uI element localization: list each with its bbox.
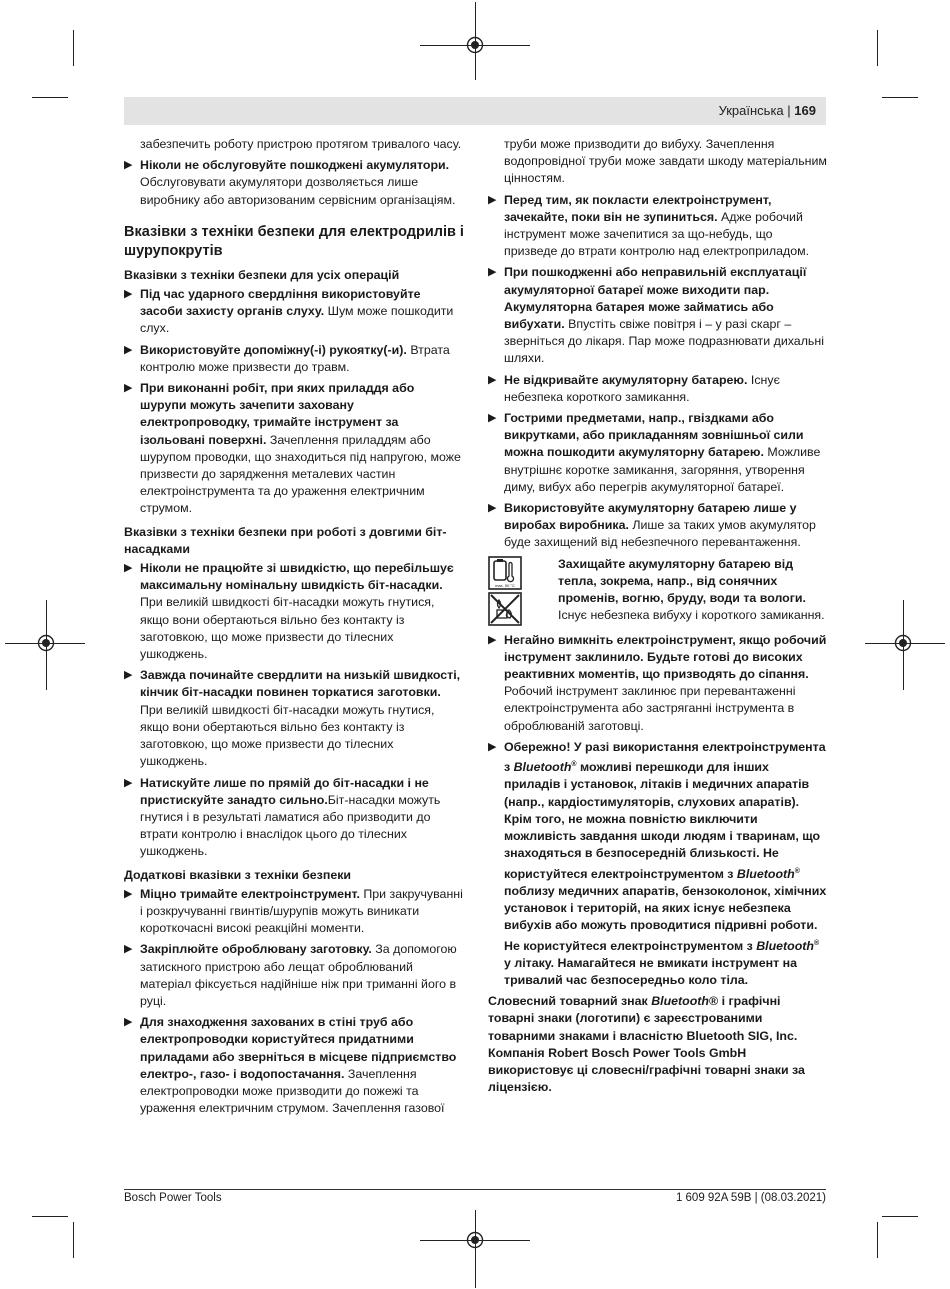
bullet-arrow-icon: ▶ [124, 288, 133, 301]
registration-mark-icon [466, 36, 484, 54]
list-item: ▶ Ніколи не працюйте зі швидкістю, що перебільшує максимальну номінальну швидкість біт-насадки. При великій швидкості біт-насадки можуть гнутися, якщо вони обертаються вільно без контакту із заготовкою, що може призвести до тілесних ушкоджень. [124, 561, 454, 662]
crop-mark [877, 30, 878, 66]
no-water-fire-icon [488, 592, 522, 626]
footer-divider [124, 1189, 826, 1190]
crop-mark [32, 1216, 68, 1217]
right-column [488, 136, 828, 1100]
temperature-label: max. 50 °C [495, 582, 515, 588]
bullet-arrow-icon: ▶ [488, 502, 497, 515]
subsection-title: Додаткові вказівки з техніки безпеки [124, 867, 352, 882]
list-item: ▶ При виконанні робіт, при яких приладдя або шурупи можуть зачепити заховану електропроводку, тримайте інструмент за ізольовані поверхні. Зачеплення приладдям або шурупом проводки, що знаходиться під напругою, може призвести до зарядження металевих частин електроінструмента та до ураження електричним струмом. [124, 381, 461, 516]
bullet-arrow-icon: ▶ [124, 776, 133, 789]
crop-mark [877, 1222, 878, 1258]
list-item: ▶ Використовуйте акумуляторну батарею лише у виробах виробника. Лише за таких умов акумулятор буде захищений від небезпечного перевантаження. [488, 501, 816, 550]
crop-mark [475, 1210, 476, 1288]
crop-mark [882, 1216, 918, 1217]
bullet-arrow-icon: ▶ [124, 1016, 133, 1029]
bullet-arrow-icon: ▶ [488, 633, 497, 646]
list-item: ▶ Під час ударного свердління використовуйте засоби захисту органів слуху. Шум може пошкодити слух. [124, 287, 454, 336]
registration-mark-icon [37, 634, 55, 652]
list-item: ▶ Завжда починайте свердлити на низькій швидкості, кінчик біт-насадки повинен торкатися заготовки. При великій швидкості біт-насадки можуть гнутися, якщо вони обертаються вільно без контакту із заготовкою, що може призвести до тілесних ушкоджень. [124, 668, 461, 769]
left-intro: забезпечить роботу пристрою протягом тривалого часу. [140, 137, 462, 151]
header-separator: | [787, 103, 791, 118]
registration-mark-icon [466, 1231, 484, 1249]
list-item: ▶ Для знаходження захованих в стіні труб або електропроводки користуйтеся придатними приладами або зверніться в місцеве підприємство електро-, газо- і водопостачання. Зачеплення електропроводки може призводити до пожежі та ураження електричним струмом. Зачеплення газової [124, 1015, 457, 1116]
header-language: Українська [718, 103, 784, 118]
crop-mark [73, 30, 74, 66]
footer-brand: Bosch Power Tools [124, 1192, 222, 1204]
crop-mark [73, 1222, 74, 1258]
left-column [124, 136, 464, 1121]
list-item: ▶ Не відкривайте акумуляторну батарею. Існує небезпека короткого замикання. [488, 372, 780, 404]
crop-mark [32, 97, 68, 98]
list-item: ▶ Негайно вимкніть електроінструмент, якщо робочий інструмент заклинило. Будьте готові до високих реактивних моментів, що призводять до сіпання. Робочий інструмент заклинює при перевантаженні електроінструмента або застряганні інструмента в оброблюваній заготовці. [488, 632, 827, 733]
header-text [719, 103, 816, 118]
registration-mark-icon [894, 634, 912, 652]
bullet-arrow-icon: ▶ [124, 343, 133, 356]
list-item: ▶ Гострими предметами, напр., гвіздками або викрутками, або прикладанням зовнішньої сили можна пошкодити акумуляторну батарею. Можливе внутрішнє коротке замикання, загоряння, утворення диму, вибух або перегрів акумуляторної батареї. [488, 411, 821, 494]
battery-warning-block: max. 50 °C Захищайте акумуляторну батарею від тепла, зокрема, напр., від сонячних променів, вогню, бруду, води та вологи. Існує небезпека вибуху і короткого замикання. [488, 556, 828, 626]
crop-mark [882, 97, 918, 98]
subsection-title: Вказівки з техніки безпеки при роботі з довгими біт-насадками [124, 524, 447, 556]
page-number: 169 [794, 103, 816, 118]
bullet-arrow-icon: ▶ [124, 887, 133, 900]
right-intro: труби може призводити до вибуху. Зачеплення водопровідної труби може завдати шкоду матеріальним цінностям. [504, 137, 827, 186]
list-item: ▶ При пошкодженні або неправильній експлуатації акумуляторної батареї може виходити пар. Акумуляторна батарея може займатись або вибухати. Впустіть свіже повітря і – у разі скарг – зверніться до лікаря. Пар може подразнювати дихальні шляхи. [488, 265, 824, 366]
bullet-arrow-icon: ▶ [488, 373, 497, 386]
subsection-title: Вказівки з техніки безпеки для усіх операцій [124, 267, 400, 282]
bluetooth-warning-item: ▶ Обережно! У разі використання електроінструмента з Bluetooth® можливі перешкоди для інших приладів і установок, літаків і медичних апаратів (напр., кардіостимуляторів, слухових апаратів). Крім того, не можна повністю виключити можливість завдання шкоди людям і тваринам, що знаходяться в безпосередній близькості. Не користуйтеся електроінструментом з Bluetooth® поблизу медичних апаратів, бензоколонок, хімічних установок і територій, на яких існує небезпека вибухів або можуть проводитися підривні роботи. Не користуйтеся електроінструментом з Bluetooth® у літаку. Намагайтеся не вмикати інструмент на тривалий час безпосередньо коло тіла. [488, 739, 827, 987]
list-item: ▶ Міцно тримайте електроінструмент. При закручуванні і розкручуванні гвинтів/шурупів можуть виникати короткочасні високі реакційні моменти. [124, 886, 463, 936]
list-item: ▶ Перед тим, як покласти електроінструмент, зачекайте, поки він не зупиниться. Адже робочий інструмент може зачепитися за що-небудь, що призведе до втрати контролю над електроприладом. [488, 192, 810, 259]
trademark-notice: Словесний товарний знак Bluetooth® і графічні товарні знаки (логотипи) є зареєстрованими товарними знаками і власністю Bluetooth SIG, Inc. Компанія Robert Bosch Power Tools GmbH використовує ці словесні/графічні товарні знаки за ліцензією. [488, 994, 805, 1095]
bullet-arrow-icon: ▶ [488, 412, 497, 425]
bullet-arrow-icon: ▶ [124, 159, 133, 172]
bullet-arrow-icon: ▶ [488, 193, 497, 206]
warning-icons [488, 556, 524, 628]
list-item: ▶ Ніколи не обслуговуйте пошкоджені акумулятори. Обслуговувати акумулятори дозволяється лише виробнику або авторизованим сервісним організаціям. [124, 158, 456, 207]
bullet-arrow-icon: ▶ [124, 943, 133, 956]
list-item: ▶ Натискуйте лише по прямій до біт-насадки і не пристискуйте занадто сильно.Біт-насадки можуть гнутися і в результаті ламатися або призводити до втрати контролю і внаслідок цього до тілесних ушкоджень. [124, 775, 441, 859]
bullet-arrow-icon: ▶ [124, 669, 133, 682]
bullet-arrow-icon: ▶ [488, 266, 497, 279]
bullet-arrow-icon: ▶ [488, 740, 497, 753]
list-item: ▶ Закріплюйте оброблювану заготовку. За допомогою затискного пристрою або лещат оброблюваний матеріал фіксується надійніше ніж при триманні його в руці. [124, 942, 457, 1008]
bullet-arrow-icon: ▶ [124, 382, 133, 395]
list-item: ▶ Використовуйте допоміжну(-і) рукоятку(-и). Втрата контролю може призвести до травм. [124, 342, 450, 374]
footer-doc-number: 1 609 92A 59B | (08.03.2021) [675, 1192, 826, 1204]
bullet-arrow-icon: ▶ [124, 562, 133, 575]
battery-temperature-icon [488, 556, 522, 590]
page-header [124, 97, 826, 125]
section-title: Вказівки з техніки безпеки для електродрилів і шурупокрутів [124, 223, 464, 259]
